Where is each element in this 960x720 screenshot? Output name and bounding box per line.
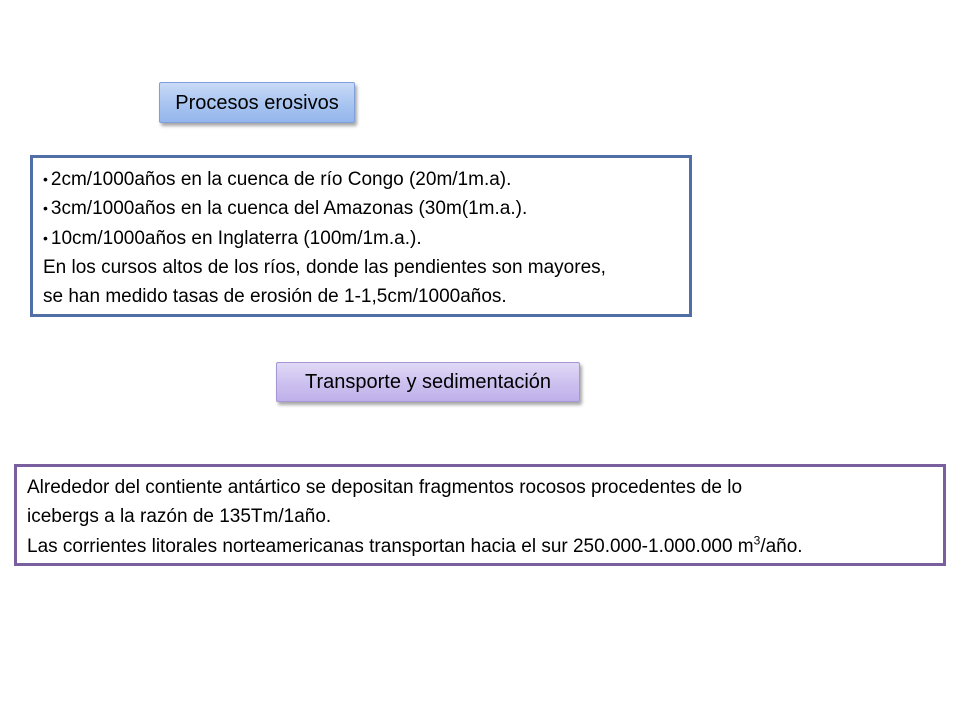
erosion-paragraph-line-1: En los cursos altos de los ríos, donde las pendientes son mayores, [43, 256, 606, 278]
transport-line-1: Alrededor del contiente antártico se depositan fragmentos rocosos procedentes de lo [27, 477, 743, 498]
cubic-superscript: 3 [753, 533, 761, 548]
transport-line-2: icebergs a la razón de 135Tm/1año. [27, 506, 332, 528]
erosion-bullet-amazonas: • 3cm/1000años en la cuenca del Amazonas (30m(1m.a.). [43, 198, 528, 220]
bullet-dot-icon: • [43, 171, 48, 187]
transport-heading [276, 362, 580, 402]
transport-heading-text: Transporte y sedimentación [304, 371, 552, 393]
bullet-dot-icon: • [43, 200, 48, 217]
transport-sedimentation-box [14, 464, 946, 566]
erosion-bullet-inglaterra: • 10cm/1000años en Inglaterra (100m/1m.a.). [43, 227, 422, 249]
erosion-heading [159, 82, 355, 123]
erosion-paragraph-line-2: se han medido tasas de erosión de 1-1,5cm/1000años. [43, 286, 507, 308]
erosion-bullet-congo: • 2cm/1000años en la cuenca de río Congo (20m/1m.a). [43, 169, 512, 190]
transport-line-3: Las corrientes litorales norteamericanas transportan hacia el sur 250.000-1.000.000 $m^3$/año. [27, 533, 803, 557]
erosion-heading-text: Procesos erosivos [175, 91, 339, 114]
bullet-dot-icon: • [43, 229, 48, 246]
erosion-rates-box [30, 155, 692, 317]
